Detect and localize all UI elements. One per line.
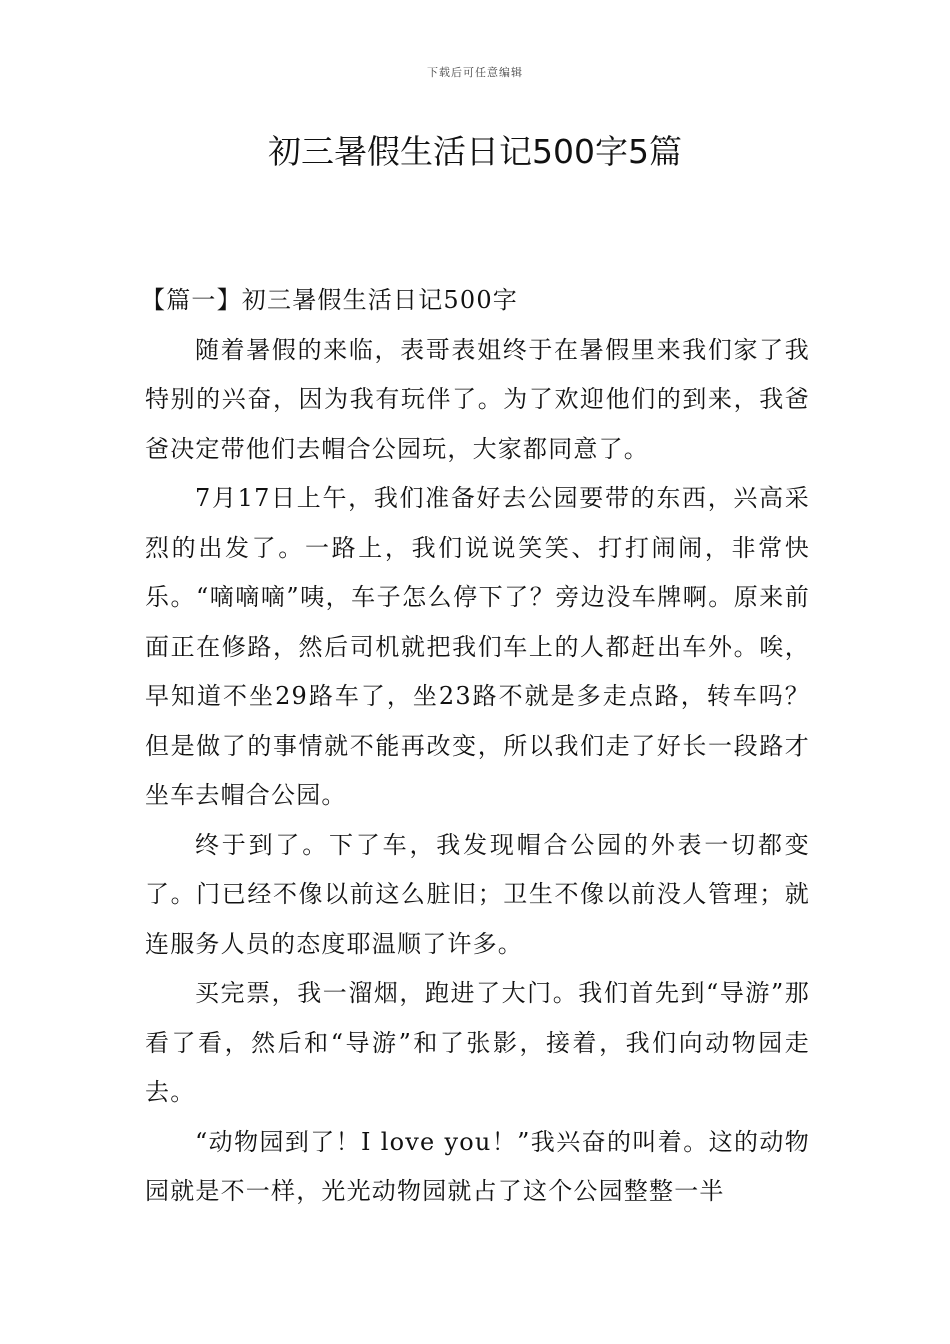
paragraph-5: “动物园到了！I love you！”我兴奋的叫着。这的动物园就是不一样，光光动物园就占了这个公园整整一半 [145,1127,810,1205]
paragraph-2: 7月17日上午，我们准备好去公园要带的东西，兴高采烈的出发了。一路上，我们说说笑笑、打打闹闹，非常快乐。“嘀嘀嘀”咦，车子怎么停下了？旁边没车牌啊。原来前面正在修路，然后司机就把我们车上的人都赶出车外。唉，早知道不坐29路车了，坐23路不就是多走点路，转车吗？但是做了的事情就不能再改变，所以我们走了好长一段路才坐车去帽合公园。 [145,484,810,809]
section-heading: 【篇一】初三暑假生活日记500字 [141,286,519,314]
paragraph-3: 终于到了。下了车，我发现帽合公园的外表一切都变了。门已经不像以前这么脏旧；卫生不像以前没人管理；就连服务人员的态度耶温顺了许多。 [145,830,810,958]
paragraph-4: 买完票，我一溜烟，跑进了大门。我们首先到“导游”那看了看，然后和“导游”和了张影，接着，我们向动物园走去。 [145,979,810,1106]
document-title: 初三暑假生活日记500字5篇 [268,132,682,171]
document-body [141,276,810,1217]
header-note: 下载后可任意编辑 [427,66,523,79]
paragraph-1: 随着暑假的来临，表哥表姐终于在暑假里来我们家了我特别的兴奋，因为我有玩伴了。为了欢迎他们的到来，我爸爸决定带他们去帽合公园玩，大家都同意了。 [145,335,810,463]
